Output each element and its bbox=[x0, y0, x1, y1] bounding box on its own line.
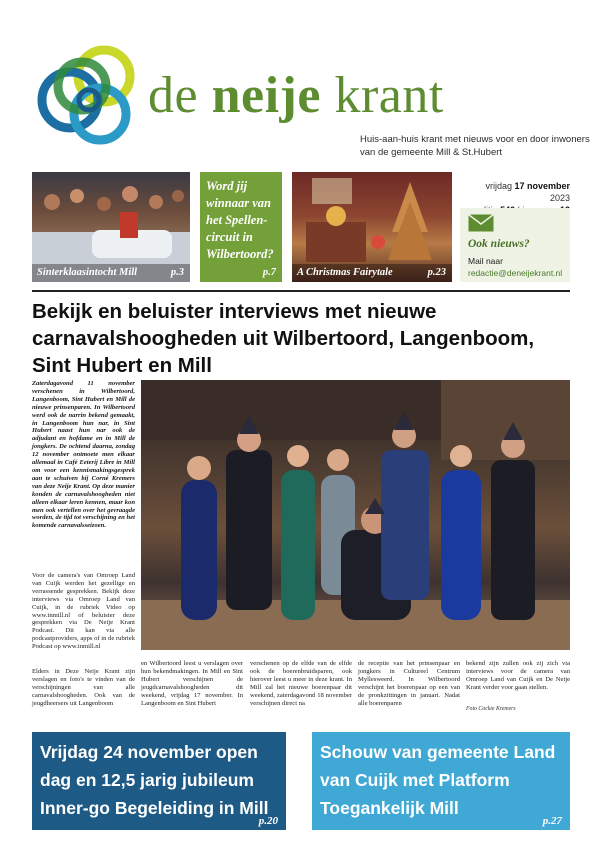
teaser-caption: Word jij winnaar van het Spellen-circuit in Wilbertoord? bbox=[206, 179, 274, 261]
newspaper-title: de neije krant bbox=[148, 67, 444, 124]
teaser-page: p.7 bbox=[262, 267, 276, 278]
teaser-schouw[interactable] bbox=[312, 732, 570, 830]
teaser-sinterklaas[interactable] bbox=[32, 172, 190, 282]
teaser-page: p.20 bbox=[258, 815, 278, 827]
news-question: Ook nieuws? bbox=[468, 238, 530, 250]
teaser-christmas-fairytale[interactable] bbox=[292, 172, 452, 282]
tagline: Huis-aan-huis krant met nieuws voor en door inwoners van de gemeente Mill & St.Hubert bbox=[360, 134, 590, 158]
teaser-caption: A Christmas Fairytale p.23 bbox=[292, 264, 452, 282]
article-lead: Zaterdagavond 11 november verschenen in Wilbertoord, Langenboom, Sint Hubert en Mill de nieuwe prinsenparen. In Wilbertoord werd ook de narrin bekend gemaakt, in Langenboom hun nar, in Sint Hubert naast hun nar ook de adjudant en hofdame en in Mill de jongkers. De ochtend daarna, zondag 12 november ontmoete men elkaar allemaal in Café Eeterij Libre in Mill om voor een kennismakingsgesprek aan te schuiven bij Corné Kremers van deze Neije Krant. Op deze manier konden de carnavalshoogheden niet alleen elkaar leren kennen, maar kon men ook vertellen over het gevraagde worden, de tijd tot verschijning en het komende carnavalsseizoen. bbox=[32, 380, 135, 530]
photo-credit: Foto Cockie Kremers bbox=[466, 706, 516, 712]
teaser-title: Vrijdag 24 november open dag en 12,5 jarig jubileum Inner-go Begeleiding in Mill bbox=[40, 742, 269, 818]
envelope-icon bbox=[468, 214, 494, 232]
issue-date: vrijdag 17 november 2023 bbox=[485, 181, 570, 203]
article-headline: Bekijk en beluister interviews met nieuwe carnavalshoogheden uit Wilbertoord, Langenboom, Sint Hubert en Mill bbox=[32, 300, 535, 377]
teaser-title: Schouw van gemeente Land van Cuijk met Platform Toegankelijk Mill bbox=[320, 742, 556, 818]
article-column-4: de receptie van het prinsenpaar en jongkers in Cultureel Centrum Myllesweerd. In Wilbertoord verschijnt het boerenpaar op een van de pronkzittingen in januari. Nadat alle boerenparen bbox=[358, 660, 460, 707]
news-submit-box bbox=[460, 208, 570, 282]
newspaper-logo bbox=[34, 42, 142, 154]
teaser-spellencircuit[interactable] bbox=[200, 172, 282, 282]
article-column-2: en Wilbertoord leest u verslagen over hun bekendmakingen. In Mill en Sint Hubert verschijnen de jeugdcarnavalshoogheden dit weekend, vrijdag 17 november. In Langenboom en Sint Hubert bbox=[141, 660, 243, 707]
teaser-caption: Sinterklaasintocht Mill p.3 bbox=[32, 264, 190, 282]
mail-label: Mail naar bbox=[468, 256, 503, 266]
teaser-page: p.27 bbox=[542, 815, 562, 827]
carnival-photo bbox=[141, 380, 570, 650]
teaser-open-day[interactable] bbox=[32, 732, 286, 830]
article-column-1: Elders in Deze Neije Krant zijn verslagen en foto's te vinden van de verschijningen van alle carnavalshoogheden. Ook van de jeugdheersers uit Langenboom bbox=[32, 668, 135, 707]
article-column-5: bekend zijn zullen ook zij zich via interviews voor de camera van Omroep Land van Cuijk en De Neije Krant verder voor gaan stellen. bbox=[466, 660, 570, 691]
divider bbox=[32, 290, 570, 292]
article-column-3: verschenen op de elfde van de elfde ook de boerenbruidsparen, ook hierover leest u meer in deze krant. In Mill zal het nieuwe boerenpaar dit weekend, zaterdagavond 18 november verschijnen direct na bbox=[250, 660, 352, 707]
email-link[interactable]: redactie@deneijekrant.nl bbox=[468, 268, 563, 278]
article-body-intro: Voor de camera's van Omroep Land van Cuijk werden het gezellige en verrassende gesprekken. Bekijk deze interviews via Omroep Land van Cuijk, in de rubriek Video op www.inmill.nl of beluister deze gesprekken via De Neije Krant Podcast. Dit kan via alle podcastproviders, apps of in de rubriek Podcast op www.inmill.nl bbox=[32, 572, 135, 651]
